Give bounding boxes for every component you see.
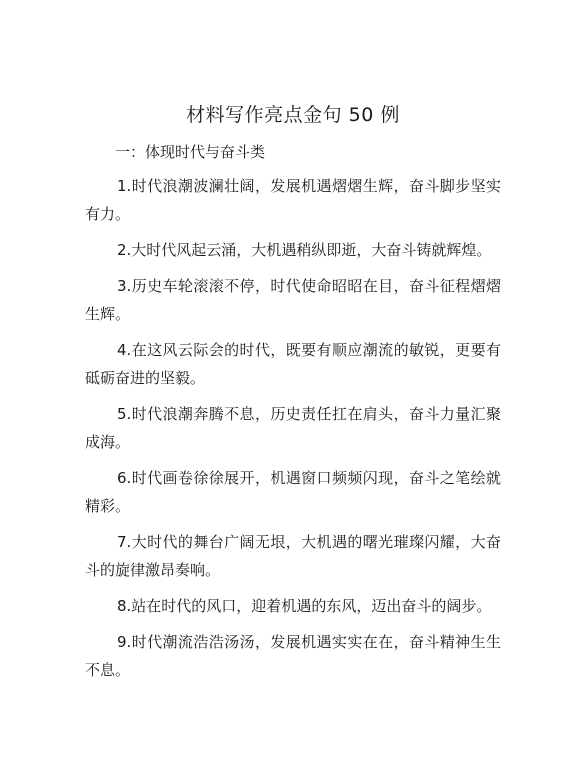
quote-item-2: 2.大时代风起云涌，大机遇稍纵即逝，大奋斗铸就辉煌。 — [117, 241, 492, 259]
quote-item-4: 4.在这风云际会的时代，既要有顺应潮流的敏锐，更要有砥砺奋进的坚毅。 — [85, 341, 501, 387]
quote-item-7: 7.大时代的舞台广阔无垠，大机遇的曙光璀璨闪耀，大奋斗的旋律激昂奏响。 — [85, 533, 501, 579]
quote-item-5: 5.时代浪潮奔腾不息，历史责任扛在肩头，奋斗力量汇聚成海。 — [85, 405, 501, 451]
section-heading: 一：体现时代与奋斗类 — [115, 143, 266, 161]
quote-item-9: 9.时代潮流浩浩汤汤，发展机遇实实在在，奋斗精神生生不息。 — [85, 633, 501, 679]
quote-item-6: 6.时代画卷徐徐展开，机遇窗口频频闪现，奋斗之笔绘就精彩。 — [85, 469, 501, 515]
document-title: 材料写作亮点金句 50 例 — [186, 104, 400, 126]
quote-item-1: 1.时代浪潮波澜壮阔，发展机遇熠熠生辉，奋斗脚步坚实有力。 — [85, 177, 501, 223]
quote-item-3: 3.历史车轮滚滚不停，时代使命昭昭在目，奋斗征程熠熠生辉。 — [85, 277, 501, 323]
quote-item-8: 8.站在时代的风口，迎着机遇的东风，迈出奋斗的阔步。 — [117, 597, 492, 615]
quote-list — [85, 172, 501, 692]
